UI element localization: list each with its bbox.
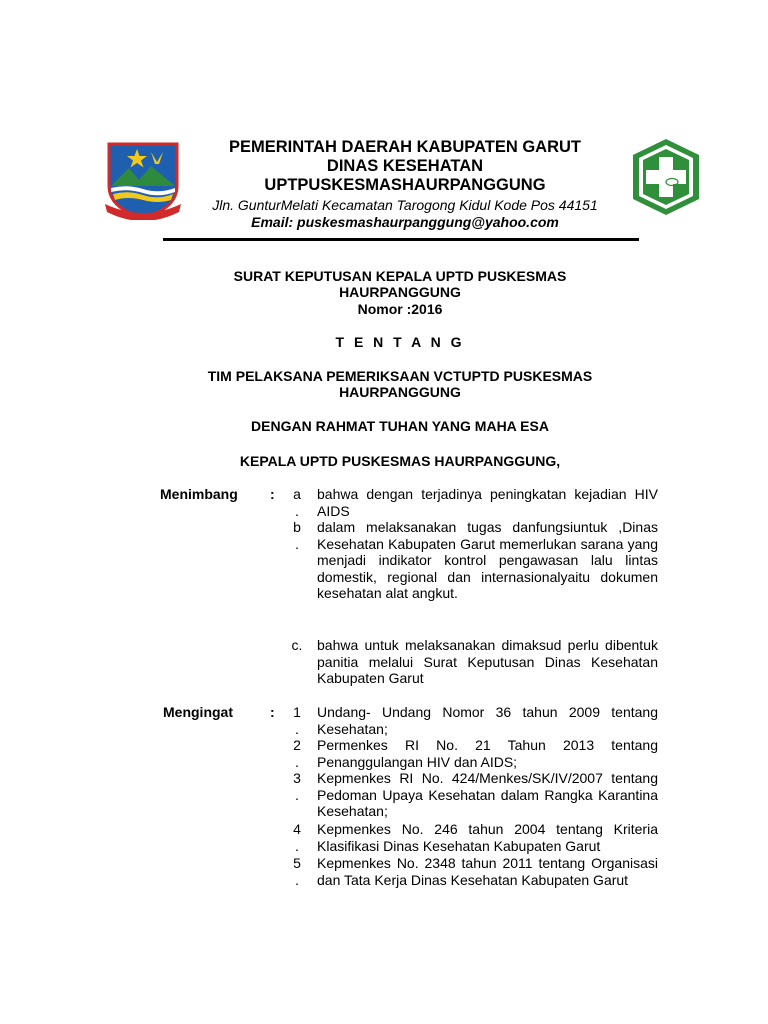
list-marker: c. (291, 637, 303, 653)
list-item: Kepmenkes No. 2348 tahun 2011 tentang Organisasi dan Tata Kerja Dinas Kesehatan Kabupaten Garut (317, 855, 658, 888)
decree-subject: TIM PELAKSANA PEMERIKSAAN VCTUPTD PUSKESMAS (207, 368, 593, 384)
menimbang-colon: : (270, 486, 275, 502)
puskesmas-cross-logo-icon (630, 137, 702, 217)
list-item: Kepmenkes RI No. 424/Menkes/SK/IV/2007 tentang Pedoman Upaya Kesehatan dalam Rangka Karantina Kesehatan; (317, 770, 658, 819)
list-item: dalam melaksanakan tugas danfungsiuntuk ,Dinas Kesehatan Kabupaten Garut memerlukan sarana yang menjadi indikator kontrol pengawasan lalu lintas domestik, regional dan internasionalyaitu dokumen kesehatan alat angkut. (317, 519, 658, 601)
mengingat-label: Mengingat (163, 704, 233, 720)
garut-regency-emblem-icon (103, 140, 183, 220)
letterhead-email: Email: puskesmashaurpanggung@yahoo.com (251, 214, 559, 230)
list-item: bahwa untuk melaksanakan dimaksud perlu dibentuk panitia melalui Surat Keputusan Dinas Kesehatan Kabupaten Garut (317, 637, 658, 686)
decree-title-cont: HAURPANGGUNG (339, 284, 461, 300)
letterhead-government: PEMERINTAH DAERAH KABUPATEN GARUT (229, 138, 581, 156)
list-marker: 5 . (293, 855, 301, 888)
letterhead-divider (163, 238, 639, 241)
head-line: KEPALA UPTD PUSKESMAS HAURPANGGUNG, (239, 453, 561, 469)
decree-title: SURAT KEPUTUSAN KEPALA UPTD PUSKESMAS (233, 268, 567, 284)
blessing-line: DENGAN RAHMAT TUHAN YANG MAHA ESA (251, 418, 549, 434)
list-marker: 1 . (293, 704, 301, 737)
letterhead-address: Jln. GunturMelati Kecamatan Tarogong Kidul Kode Pos 44151 (212, 197, 598, 213)
list-item: bahwa dengan terjadinya peningkatan kejadian HIV AIDS (317, 486, 658, 519)
decree-subject-cont: HAURPANGGUNG (339, 384, 461, 400)
list-marker: 4 . (293, 821, 301, 854)
list-marker: a . (293, 486, 301, 519)
about-heading: T E N T A N G (335, 334, 465, 350)
list-marker: 3 . (293, 770, 301, 803)
list-item: Kepmenkes No. 246 tahun 2004 tentang Kriteria Klasifikasi Dinas Kesehatan Kabupaten Garut (317, 821, 658, 854)
letterhead-unit: UPTPUSKESMASHAURPANGGUNG (264, 176, 546, 194)
mengingat-colon: : (270, 704, 275, 720)
letterhead-agency: DINAS KESEHATAN (326, 157, 484, 175)
list-item: Undang- Undang Nomor 36 tahun 2009 tentang Kesehatan; (317, 704, 658, 737)
decree-number: Nomor :2016 (357, 301, 443, 317)
menimbang-label: Menimbang (160, 486, 238, 502)
list-marker: 2 . (293, 737, 301, 770)
list-item: Permenkes RI No. 21 Tahun 2013 tentang Penanggulangan HIV dan AIDS; (317, 737, 658, 770)
list-marker: b . (293, 519, 301, 552)
